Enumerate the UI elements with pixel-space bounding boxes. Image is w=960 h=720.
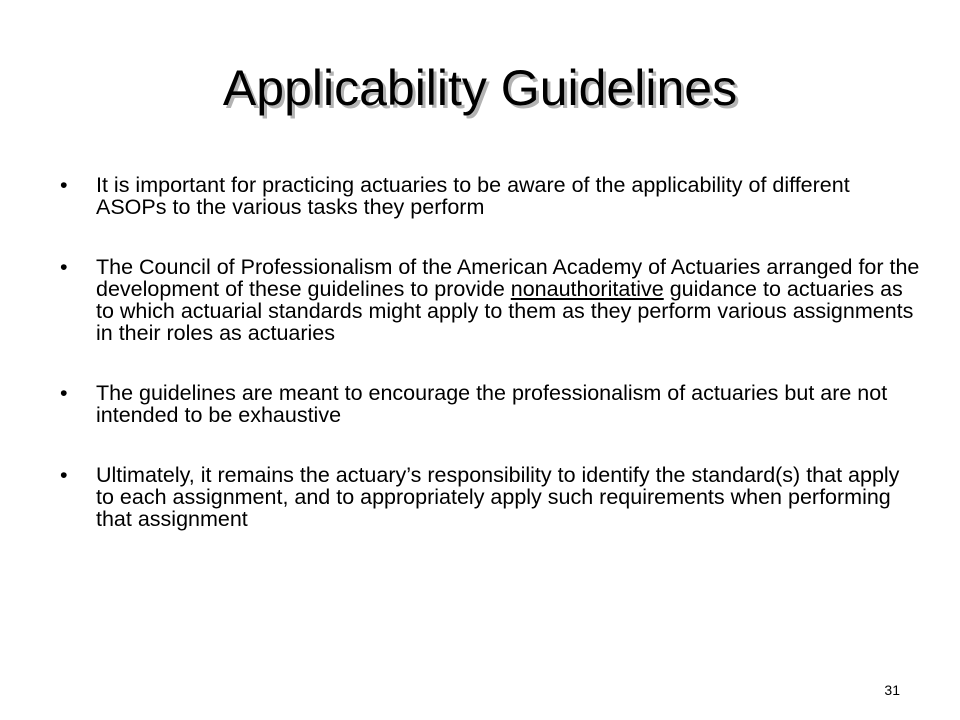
bullet-item	[60, 464, 920, 530]
bullet-item	[60, 382, 920, 426]
bullet-dot: •	[60, 381, 68, 405]
bullet-text: Ultimately, it remains the actuary’s responsibility to identify the standard(s) that apply to each assignment, and to appropriately apply such requirements when performing that assignment	[96, 463, 900, 531]
bullet-item	[60, 256, 920, 344]
bullet-item	[60, 174, 920, 218]
bullet-text: It is important for practicing actuaries to be aware of the applicability of different ASOPs to the various tasks they perform	[96, 173, 850, 219]
bullet-list	[60, 174, 920, 568]
page-number: 31	[884, 682, 900, 698]
bullet-text-before: The Council of Professionalism of the American Academy of Actuaries arranged for the development of these guidelines to provide	[96, 255, 920, 301]
underlined-term: nonauthoritative	[510, 277, 664, 301]
bullet-text-after: guidance to actuaries as to which actuarial standards might apply to them as they perform various assignments in their roles as actuaries	[96, 277, 914, 345]
bullet-dot: •	[60, 255, 68, 279]
bullet-dot: •	[60, 463, 68, 487]
bullet-text: The guidelines are meant to encourage the professionalism of actuaries but are not intended to be exhaustive	[96, 381, 888, 427]
slide-title: Applicability Guidelines	[222, 60, 738, 116]
bullet-dot: •	[60, 173, 68, 197]
bullet-text	[96, 255, 919, 345]
